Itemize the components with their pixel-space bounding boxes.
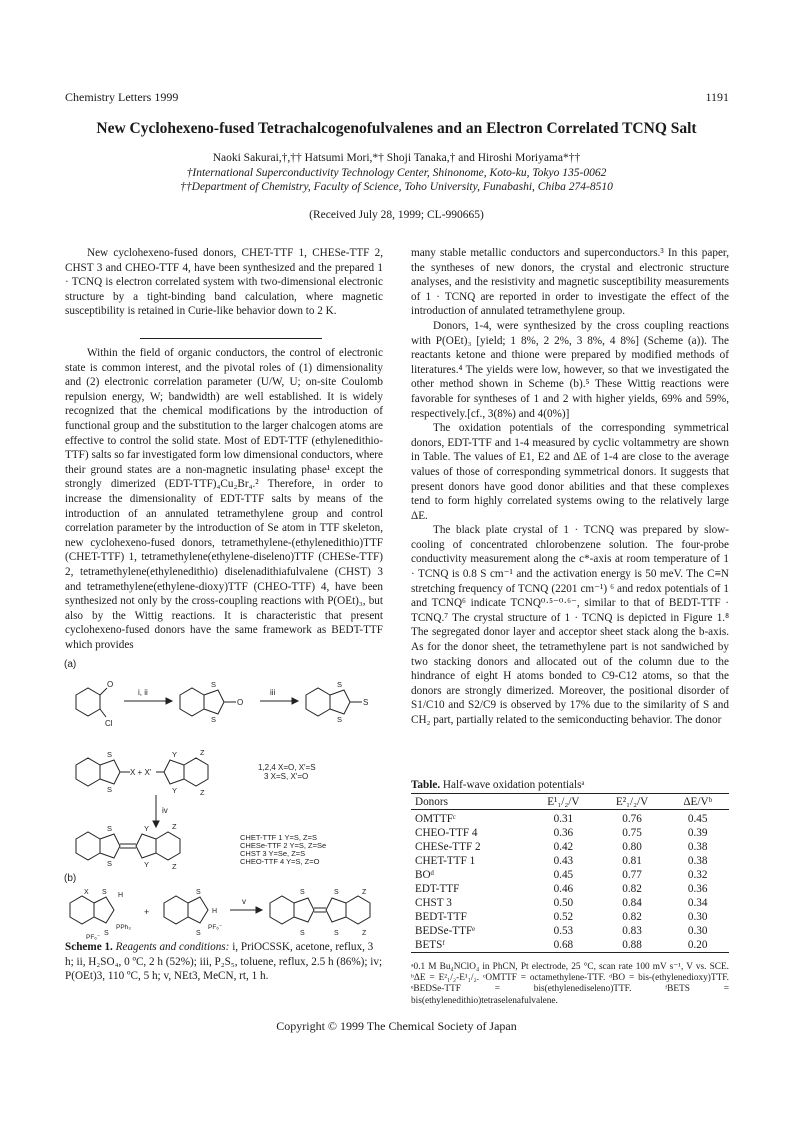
abstract bbox=[65, 246, 383, 319]
svg-text:S: S bbox=[211, 715, 217, 724]
body-paragraph: Within the field of organic conductors, the control of electronic state is common interest, and the pivotal roles of (1) dimensionality and (2) electronic correlation parameter (U/W, U; on-site Coulomb repulsion energy, W; bandwidth) are well established. It is widely recognized that the chemical modifications by the introduction of functional group and the substitution to the larger chalcogen atoms are effective to control the solid state. Most of EDT-TTF (ethylenedithio-TTF) salts so far investigated form low dimensional conductors, where their ground states are a non-magnetic insulating phase¹ except the strongly dimerized (EDT-TTF)₄Cu₂Br₄.² Therefore, in order to increase the dimensionality of EDT-TTF salts by means of the introduction of an annulated tetramethylene group and control correlation parameter by the introduction of Se atom in TTF skeleton, new cyclohexeno-fused donors, tetramethylene-(ethylenedithio)TTF (CHET-TTF) 1, tetramethylene(ethylene-diseleno)TTF (CHESe-TTF) 2, tetramethylene(ethylenedithio) diselenadithiafulvalene (CHST) 3 and tetramethylene(ethylene-dioxy)TTF (CHEO-TTF) 4, have been synthesized not only by the cross-coupling reactions with P(OEt)₃, but also by the Wittig reactions. It is characteristic that present cyclohexeno-fused donors have the same framework as BEDT-TTF which provides bbox=[65, 347, 383, 651]
svg-text:CHET-TTF 1 Y=S, Z=S: CHET-TTF 1 Y=S, Z=S bbox=[240, 833, 317, 842]
svg-text:S: S bbox=[107, 824, 113, 833]
scheme-b-figure bbox=[60, 885, 390, 941]
body-paragraph: many stable metallic conductors and superconductors.³ In this paper, the syntheses of new donors, the crystal and electronic structure analyses, and the resistivity and magnetic susceptibility measurements of 1 · TCNQ are reported in order to investigate the effect of the introduction of annulated tetramethylene group. bbox=[411, 247, 729, 318]
authors: Naoki Sakurai,†,†† Hatsumi Mori,*† Shoji Tanaka,† and Hiroshi Moriyama*†† bbox=[212, 152, 581, 164]
table-row: CHESe-TTF 2 0.42 0.80 0.38 bbox=[415, 841, 708, 853]
svg-text:iii: iii bbox=[270, 688, 276, 697]
svg-text:S: S bbox=[107, 750, 113, 759]
table-top-rule bbox=[411, 793, 729, 794]
svg-text:S: S bbox=[104, 930, 109, 937]
svg-text:S: S bbox=[337, 680, 343, 689]
paper-title: New Cyclohexeno-fused Tetrachalcogenofulvalenes and an Electron Correlated TCNQ Salt bbox=[96, 120, 697, 137]
table-row: BOᵈ 0.45 0.77 0.32 bbox=[415, 869, 708, 881]
body-paragraph: The oxidation potentials of the corresponding symmetrical donors, EDT-TTF and 1-4 measured by cyclic voltammetry are shown in Table. The values of E1, E2 and ΔE of 1-4 are close to the average values of those of corresponding symmetrical donors. It suggests that present donors have good donor abilities and that these complexes tend to form highly correlated systems owing to the relatively large ΔE. bbox=[411, 422, 729, 522]
svg-text:X + X': X + X' bbox=[130, 768, 152, 777]
carbonyl-bond bbox=[100, 688, 107, 695]
scheme-figure bbox=[60, 655, 390, 885]
cyclohexene-ring bbox=[76, 688, 100, 716]
svg-text:Z: Z bbox=[362, 930, 367, 937]
affiliation-2: ††Department of Chemistry, Faculty of Science, Toho University, Funabashi, Chiba 274-8510 bbox=[180, 181, 613, 193]
svg-text:S: S bbox=[337, 715, 343, 724]
svg-text:H: H bbox=[118, 892, 124, 899]
svg-text:i, ii: i, ii bbox=[138, 688, 148, 697]
svg-text:PF₆⁻: PF₆⁻ bbox=[86, 934, 101, 941]
copyright: Copyright © 1999 The Chemical Society of Japan bbox=[276, 1019, 517, 1033]
svg-text:S: S bbox=[196, 930, 201, 937]
svg-text:S: S bbox=[107, 785, 113, 794]
svg-text:PF₆⁻: PF₆⁻ bbox=[208, 924, 223, 931]
scheme-label-b: (b) bbox=[64, 873, 77, 884]
scheme-caption-title: Scheme 1. bbox=[65, 941, 113, 953]
svg-text:S: S bbox=[334, 930, 339, 937]
scheme-caption bbox=[65, 940, 383, 984]
svg-text:X: X bbox=[84, 889, 89, 896]
body-paragraph: Donors, 1-4, were synthesized by the cross coupling reactions with P(OEt)₃ [yield; 1 8%, 2 2%, 3 8%, 4 8%] (Scheme (a)). The reactants ketone and thione were prepared by modified methods of literatures.⁴ The yields were low, however, so that we investigated the other method shown in Scheme (b).⁵ These Wittig reactions were favorable for syntheses of 1 and 2 with higher yields, 69% and 59%, respectively.[cf., 3(8%) and 4(0%)] bbox=[411, 319, 729, 420]
svg-text:S: S bbox=[107, 859, 113, 868]
table-row: BEDSe-TTFᵉ 0.53 0.83 0.30 bbox=[415, 925, 708, 937]
table-row: OMTTFᶜ 0.31 0.76 0.45 bbox=[415, 813, 708, 825]
svg-text:Y: Y bbox=[172, 786, 178, 795]
svg-text:Y: Y bbox=[144, 860, 150, 869]
svg-text:Z: Z bbox=[200, 788, 205, 797]
svg-text:Z: Z bbox=[172, 822, 177, 831]
table-row: EDT-TTF 0.46 0.82 0.36 bbox=[415, 883, 708, 895]
scheme-caption-text: i, PriOCSSK, acetone, reflux, 3 h; ii, H₂SO₄, 0 ºC, 2 h (52%); iii, P₂S₅, toluene, reflux, 2.5 h (86%); iv; P(OEt)3, 110 ºC, 5 h; v, NEt3, MeCN, rt, 1 h. bbox=[65, 941, 383, 983]
table-caption: Table. Half-wave oxidation potentialsᵃ bbox=[411, 779, 585, 791]
svg-text:+: + bbox=[144, 907, 150, 917]
svg-text:S: S bbox=[300, 889, 305, 896]
svg-text:iv: iv bbox=[162, 806, 168, 815]
svg-text:Z: Z bbox=[200, 748, 205, 757]
abstract-text: New cyclohexeno-fused donors, CHET-TTF 1, CHESe-TTF 2, CHST 3 and CHEO-TTF 4, have been synthesized and the prepared 1 · TCNQ is electron correlated system with two-dimensional electronic structure by a tight-binding band calculation, where magnetic susceptibility is retained in Curie-like behavior down to 2 K. bbox=[65, 247, 383, 318]
svg-text:Z: Z bbox=[362, 889, 367, 896]
svg-text:1,2,4 X=O, X'=S: 1,2,4 X=O, X'=S bbox=[258, 763, 316, 772]
potentials-table bbox=[411, 795, 729, 954]
scheme-label-a: (a) bbox=[64, 659, 77, 670]
svg-text:Y: Y bbox=[144, 824, 150, 833]
svg-text:Y: Y bbox=[172, 750, 178, 759]
table-row: CHST 3 0.50 0.84 0.34 bbox=[415, 897, 708, 909]
svg-text:O: O bbox=[107, 680, 114, 689]
svg-text:S: S bbox=[300, 930, 305, 937]
svg-text:Cl: Cl bbox=[105, 719, 113, 728]
table-row: CHET-TTF 1 0.43 0.81 0.38 bbox=[415, 855, 708, 867]
svg-text:CHST 3 Y=Se, Z=S: CHST 3 Y=Se, Z=S bbox=[240, 849, 306, 858]
svg-text:H: H bbox=[212, 908, 218, 915]
cl-bond bbox=[100, 709, 106, 717]
svg-text:CHESe-TTF 2 Y=S, Z=Se: CHESe-TTF 2 Y=S, Z=Se bbox=[240, 841, 327, 850]
table-header-row: Donors E¹₁/₂/V E²₁/₂/V ΔE/Vᵇ bbox=[415, 796, 713, 808]
table-footnote: ᵃ0.1 M Bu₄NClO₄ in PhCN, Pt electrode, 25 °C, scan rate 100 mV s⁻¹, V vs. SCE. ᵇΔE = E²₁/₂-E¹₁/₂. ᶜOMTTF = octamethylene-TTF. ᵈBO = bis-(ethylenedioxy)TTF. ᵉBEDSe-TTF = bis(ethylenediseleno)TTF. ᶠBETS = bis(ethylenedithio)tetraselenafulvalene. bbox=[411, 962, 729, 1006]
table-row: BEDT-TTF 0.52 0.82 0.30 bbox=[415, 911, 708, 923]
svg-text:S: S bbox=[196, 889, 201, 896]
svg-text:PPh₃: PPh₃ bbox=[116, 924, 131, 931]
table-row: CHEO-TTF 4 0.36 0.75 0.39 bbox=[415, 827, 708, 839]
svg-text:S: S bbox=[102, 889, 107, 896]
affiliation-1: †International Superconductivity Technology Center, Shinonome, Koto-ku, Tokyo 135-0062 bbox=[186, 167, 607, 179]
svg-text:O: O bbox=[237, 698, 244, 707]
svg-text:S: S bbox=[334, 889, 339, 896]
left-column-body bbox=[65, 346, 383, 652]
svg-text:Z: Z bbox=[172, 862, 177, 871]
scheme-caption-italic: Reagents and conditions: bbox=[115, 941, 230, 953]
svg-text:CHEO-TTF 4 Y=S, Z=O: CHEO-TTF 4 Y=S, Z=O bbox=[240, 857, 320, 866]
table-row: BETSᶠ 0.68 0.88 0.20 bbox=[415, 939, 708, 951]
received-date: (Received July 28, 1999; CL-990665) bbox=[309, 209, 484, 221]
journal-name: Chemistry Letters 1999 bbox=[65, 90, 179, 104]
svg-text:v: v bbox=[242, 897, 246, 906]
body-paragraph: The black plate crystal of 1 · TCNQ was prepared by slow-cooling of concentrated chlorobenzene solution. The four-probe conductivity measurement along the c*-axis at room temperature of 1 · TCNQ is 0.8 S cm⁻¹ and the activation energy is 50 meV. The C≡N stretching frequency of TCNQ (2201 cm⁻¹) ⁶ and redox potentials of 1 and TCNQ⁶ indicate TCNQ⁰·⁵⁻⁰·⁶⁻, similar to that of BEDT-TTF · TCNQ.⁷ The crystal structure of 1 · TCNQ is depicted in Figure 1.⁸ The segregated donor layer and acceptor sheet stack along the b-axis. As for the donor sheet, the tetramethylene part is not sandwiched by two stacking donors and allocated out of the column due to the hindrance of eight H atoms bonded to C9-C12 atoms, so that the donors are strongly dimerized. Moreover, the positional disorder of S1/C10 and S2/C9 is observed by 17% due to the similarity of S and CH₂ part, partially related to the semiconducting behavior. The donor bbox=[411, 524, 729, 726]
svg-text:S: S bbox=[363, 698, 369, 707]
page-number: 1191 bbox=[705, 90, 729, 104]
abstract-divider bbox=[140, 338, 322, 339]
right-column-body bbox=[411, 246, 729, 728]
svg-text:S: S bbox=[211, 680, 217, 689]
svg-text:3 X=S, X'=O: 3 X=S, X'=O bbox=[264, 772, 309, 781]
